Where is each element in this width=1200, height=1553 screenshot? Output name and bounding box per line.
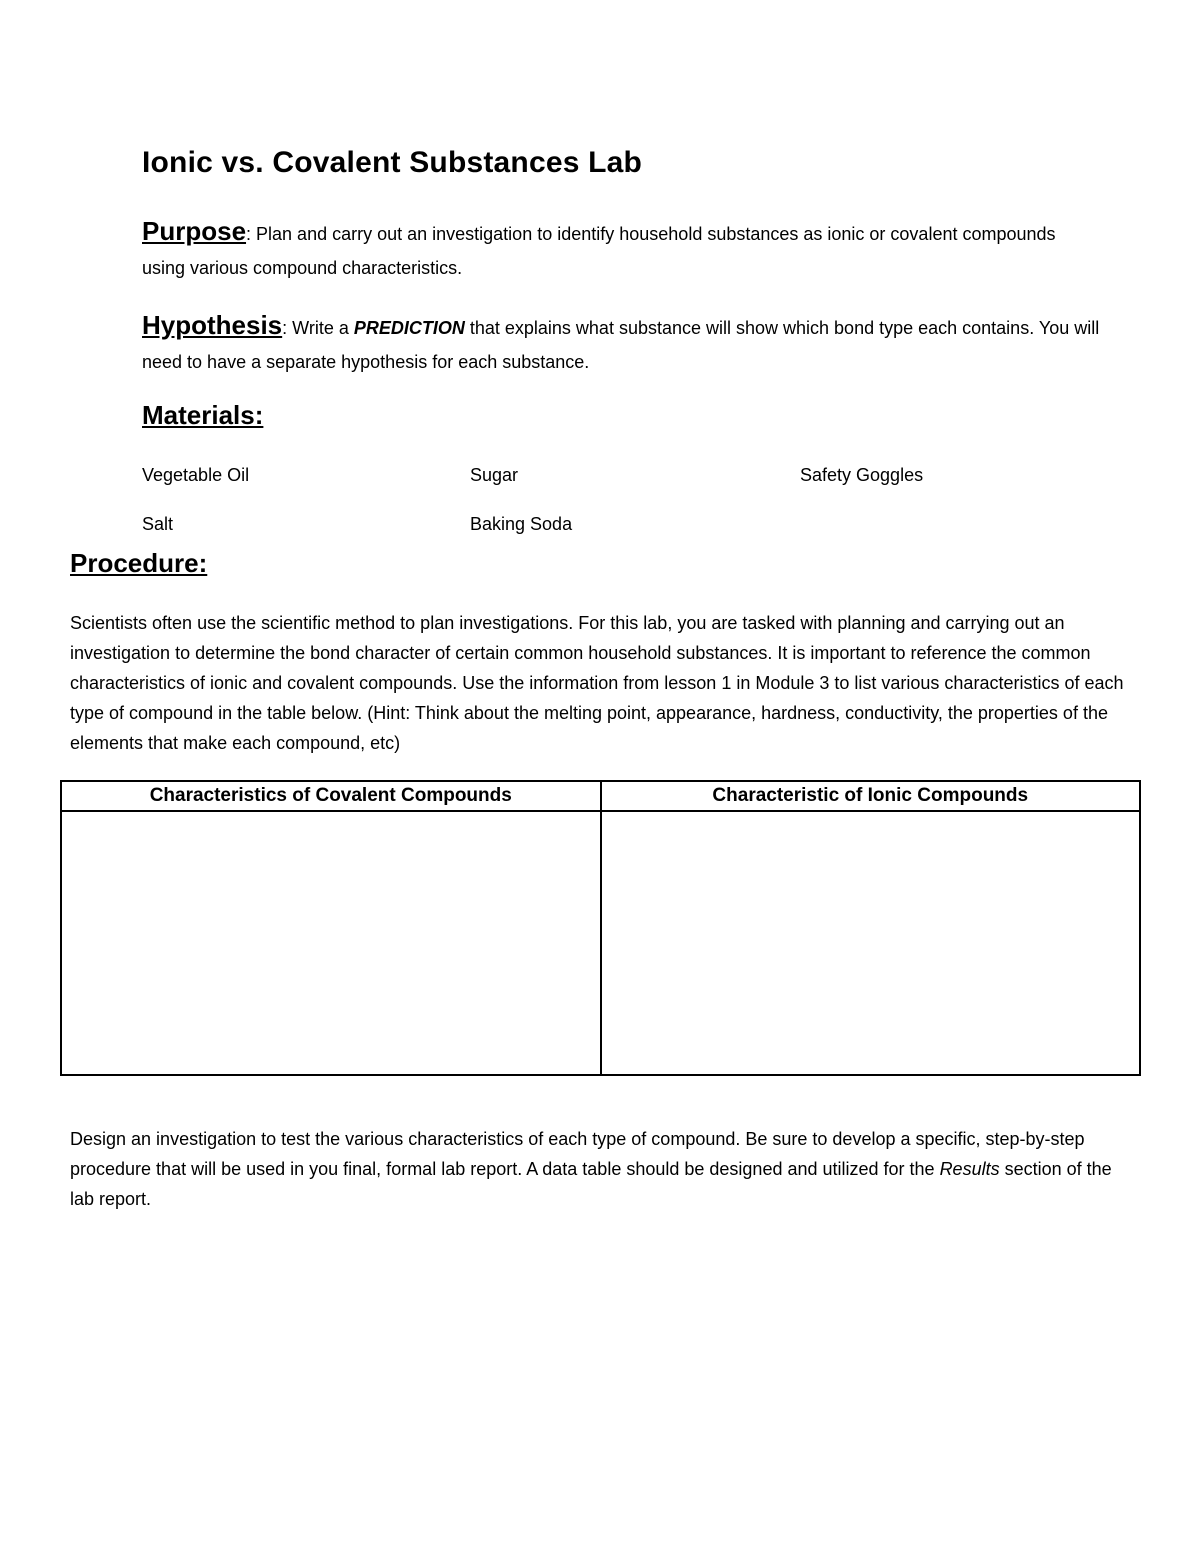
covalent-column-header: Characteristics of Covalent Compounds xyxy=(61,781,601,811)
ionic-column-header: Characteristic of Ionic Compounds xyxy=(601,781,1141,811)
covalent-characteristics-cell[interactable] xyxy=(61,811,601,1075)
hypothesis-text-after: that explains what substance will show which bond type each contains. You will need to have a separate hypothesis for each substance. xyxy=(142,318,1100,372)
design-text-after: section of the lab report. xyxy=(70,1159,1112,1209)
material-item: Vegetable Oil xyxy=(142,465,250,485)
purpose-section xyxy=(142,214,1102,285)
design-text-before: Design an investigation to test the various characteristics of each type of compound. Be sure to develop a specific, step-by-step procedure that will be used in you final, formal lab report. A data table should be designed and utilized for the xyxy=(70,1129,1085,1179)
materials-heading: Materials: xyxy=(142,400,264,430)
characteristics-table xyxy=(60,780,1141,1076)
procedure-heading: Procedure: xyxy=(70,548,208,578)
purpose-label: Purpose xyxy=(142,216,247,246)
procedure-text: Scientists often use the scientific method to plan investigations. For this lab, you are tasked with planning and carrying out an investigation to determine the bond character of certain common household substances. It is important to reference the common characteristics of ionic and covalent compounds. Use the information from lesson 1 in Module 3 to list various characteristics of each type of compound in the table below. (Hint: Think about the melting point, appearance, hardness, conductivity, the properties of the elements that make each compound, etc) xyxy=(70,613,1124,753)
hypothesis-emphasis: PREDICTION xyxy=(353,318,465,338)
page-title: Ionic vs. Covalent Substances Lab xyxy=(142,146,643,179)
hypothesis-section xyxy=(142,308,1102,379)
hypothesis-text-before: : Write a xyxy=(282,318,354,338)
design-instructions xyxy=(70,1124,1130,1214)
material-item: Safety Goggles xyxy=(800,465,924,485)
hypothesis-label: Hypothesis xyxy=(142,310,283,340)
ionic-characteristics-cell[interactable] xyxy=(601,811,1141,1075)
material-item: Baking Soda xyxy=(470,514,573,534)
design-emphasis: Results xyxy=(939,1159,1000,1179)
material-item: Salt xyxy=(142,514,174,534)
purpose-text: : Plan and carry out an investigation to identify household substances as ionic or covalent compounds using various compound characteristics. xyxy=(142,224,1056,278)
material-item: Sugar xyxy=(470,465,519,485)
